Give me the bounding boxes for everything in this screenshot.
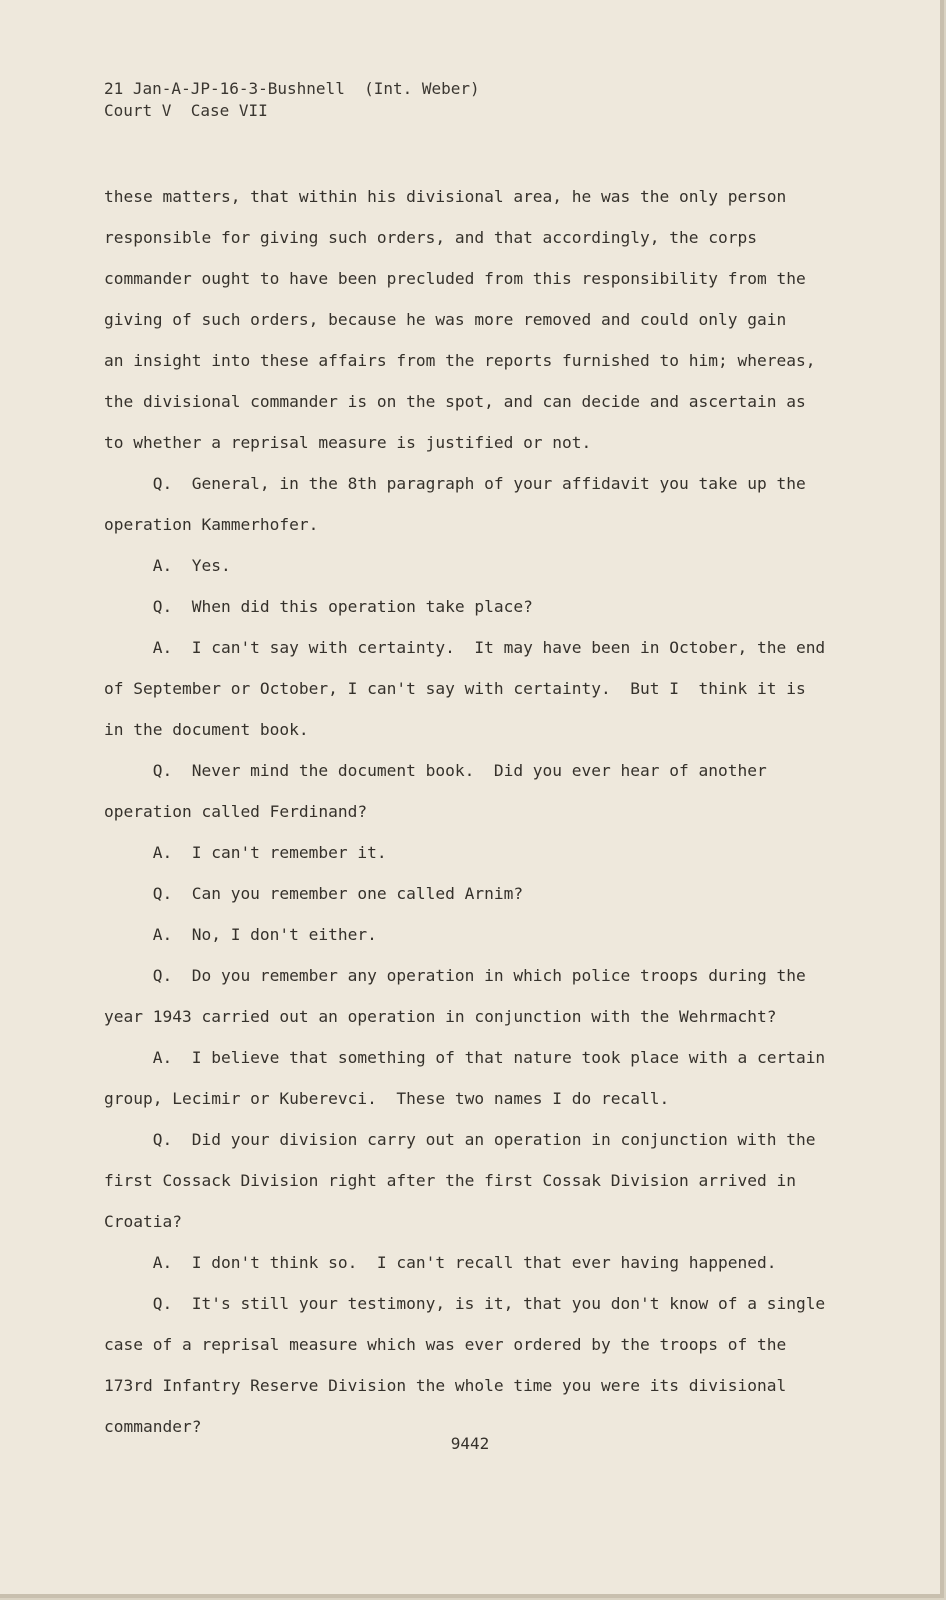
transcript-line: giving of such orders, because he was more removed and could only gain bbox=[104, 310, 787, 329]
transcript-line: operation called Ferdinand? bbox=[104, 802, 368, 821]
transcript-line: Q. When did this operation take place? bbox=[104, 597, 533, 616]
transcript-line: Croatia? bbox=[104, 1212, 182, 1231]
transcript-line: Q. General, in the 8th paragraph of your affidavit you take up the bbox=[104, 474, 806, 493]
transcript-line: A. I believe that something of that nature took place with a certain bbox=[104, 1048, 826, 1067]
transcript-line: responsible for giving such orders, and that accordingly, the corps bbox=[104, 228, 757, 247]
transcript-line: of September or October, I can't say with certainty. But I think it is bbox=[104, 679, 806, 698]
transcript-body bbox=[104, 176, 864, 1447]
transcript-line: Q. Do you remember any operation in which police troops during the bbox=[104, 966, 806, 985]
header-court-case: Court V Case VII bbox=[104, 101, 268, 120]
transcript-line: A. I can't remember it. bbox=[104, 843, 387, 862]
transcript-line: A. I don't think so. I can't recall that ever having happened. bbox=[104, 1253, 777, 1272]
transcript-line: case of a reprisal measure which was ever ordered by the troops of the bbox=[104, 1335, 787, 1354]
transcript-line: Q. Can you remember one called Arnim? bbox=[104, 884, 524, 903]
transcript-line: year 1943 carried out an operation in conjunction with the Wehrmacht? bbox=[104, 1007, 777, 1026]
transcript-line: Q. Never mind the document book. Did you ever hear of another bbox=[104, 761, 767, 780]
header-case-reference: 21 Jan-A-JP-16-3-Bushnell (Int. Weber) bbox=[104, 79, 480, 98]
transcript-line: the divisional commander is on the spot, and can decide and ascertain as bbox=[104, 392, 806, 411]
transcript-line: 173rd Infantry Reserve Division the whole time you were its divisional bbox=[104, 1376, 787, 1395]
transcript-line: Q. Did your division carry out an operation in conjunction with the bbox=[104, 1130, 816, 1149]
transcript-line: Q. It's still your testimony, is it, that you don't know of a single bbox=[104, 1294, 826, 1313]
transcript-line: commander ought to have been precluded from this responsibility from the bbox=[104, 269, 806, 288]
document-header bbox=[104, 78, 480, 122]
transcript-line: first Cossack Division right after the first Cossak Division arrived in bbox=[104, 1171, 796, 1190]
transcript-line: commander? bbox=[104, 1417, 202, 1436]
transcript-line: these matters, that within his divisional area, he was the only person bbox=[104, 187, 787, 206]
page-number: 9442 bbox=[450, 1434, 490, 1453]
transcript-line: A. Yes. bbox=[104, 556, 231, 575]
transcript-line: A. I can't say with certainty. It may have been in October, the end bbox=[104, 638, 826, 657]
transcript-line: group, Lecimir or Kuberevci. These two names I do recall. bbox=[104, 1089, 670, 1108]
transcript-line: A. No, I don't either. bbox=[104, 925, 377, 944]
transcript-line: in the document book. bbox=[104, 720, 309, 739]
transcript-line: operation Kammerhofer. bbox=[104, 515, 319, 534]
transcript-line: an insight into these affairs from the reports furnished to him; whereas, bbox=[104, 351, 816, 370]
transcript-line: to whether a reprisal measure is justified or not. bbox=[104, 433, 592, 452]
